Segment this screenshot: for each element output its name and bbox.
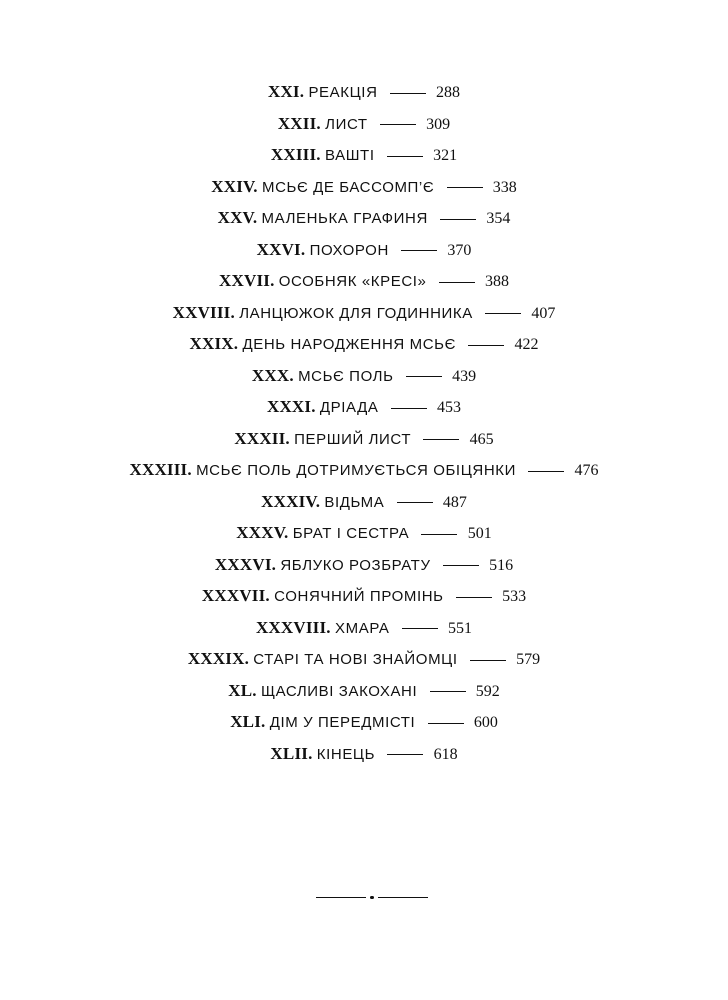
chapter-number: XLII. xyxy=(270,743,313,763)
chapter-title: МСЬЄ ДЕ БАССОМП’Є xyxy=(262,178,435,196)
page-number: 309 xyxy=(426,115,451,133)
chapter-title: ВАШТІ xyxy=(325,147,375,164)
chapter-title: СТАРІ ТА НОВІ ЗНАЙОМЦІ xyxy=(253,651,458,668)
dash-separator xyxy=(528,471,564,472)
chapter-title: МАЛЕНЬКА ГРАФИНЯ xyxy=(261,210,428,227)
page-number: 592 xyxy=(475,682,500,700)
page-number: 465 xyxy=(469,430,494,448)
page-number: 516 xyxy=(489,556,514,574)
dash-separator xyxy=(397,502,433,503)
chapter-number: XXVI. xyxy=(256,239,306,259)
chapter-title: БРАТ І СЕСТРА xyxy=(292,525,410,542)
chapter-title: ДРІАДА xyxy=(319,399,379,416)
chapter-title: ЛИСТ xyxy=(325,115,368,133)
toc-entry xyxy=(257,234,472,266)
toc-entry xyxy=(271,139,457,171)
ornament-line-right xyxy=(378,897,428,898)
chapter-number: XXXIV. xyxy=(261,491,321,511)
ornament-line-left xyxy=(316,897,366,898)
toc-entry xyxy=(252,360,476,392)
toc-entry xyxy=(236,517,491,549)
chapter-number: XXIII. xyxy=(270,145,321,164)
page-number: 476 xyxy=(574,462,599,479)
toc-entry xyxy=(218,202,511,234)
page-number: 321 xyxy=(433,147,458,164)
toc-entry xyxy=(211,171,517,203)
toc-entry xyxy=(278,108,450,140)
page-number: 487 xyxy=(442,493,467,511)
chapter-number: XXXVIII. xyxy=(255,617,331,637)
page-number: 453 xyxy=(437,399,462,416)
dash-separator xyxy=(387,156,423,157)
dash-separator xyxy=(440,219,476,220)
chapter-title: ЛАНЦЮЖОК ДЛЯ ГОДИННИКА xyxy=(239,304,473,322)
chapter-title: ОСОБНЯК «КРЕСІ» xyxy=(278,273,427,290)
dash-separator xyxy=(468,345,504,346)
chapter-title: ХМАРА xyxy=(335,619,390,637)
toc-entry xyxy=(261,486,467,518)
chapter-title: ЯБЛУКО РОЗБРАТУ xyxy=(280,556,431,574)
dash-separator xyxy=(470,660,506,661)
chapter-title: ДЕНЬ НАРОДЖЕННЯ МСЬЄ xyxy=(242,336,456,353)
dash-separator xyxy=(456,597,492,598)
chapter-number: XXVIII. xyxy=(172,302,235,322)
dash-separator xyxy=(423,439,459,440)
chapter-title: ВІДЬМА xyxy=(324,493,385,511)
table-of-contents xyxy=(0,76,728,769)
chapter-title: ПЕРШИЙ ЛИСТ xyxy=(294,430,412,448)
chapter-title: МСЬЄ ПОЛЬ ДОТРИМУЄТЬСЯ ОБІЦЯНКИ xyxy=(196,462,516,479)
toc-entry xyxy=(230,706,498,738)
dash-separator xyxy=(485,313,521,314)
chapter-number: XXI. xyxy=(267,82,305,101)
page-number: 618 xyxy=(433,745,458,763)
dash-separator xyxy=(402,628,438,629)
page-number: 501 xyxy=(467,525,492,542)
dash-separator xyxy=(439,282,475,283)
page-number: 600 xyxy=(473,714,498,731)
page-number: 370 xyxy=(447,241,472,259)
chapter-title: МСЬЄ ПОЛЬ xyxy=(298,367,394,385)
toc-entry xyxy=(270,738,457,770)
page-number: 551 xyxy=(448,619,473,637)
chapter-number: XXII. xyxy=(277,113,321,133)
page-number: 354 xyxy=(486,210,511,227)
page-number: 439 xyxy=(452,367,477,385)
toc-entry xyxy=(256,612,472,644)
dash-separator xyxy=(428,723,464,724)
toc-entry xyxy=(268,76,460,108)
page-number: 388 xyxy=(484,273,509,290)
ornament-dot xyxy=(370,896,374,900)
chapter-title: СОНЯЧНИЙ ПРОМІНЬ xyxy=(274,588,444,605)
chapter-number: XXXV. xyxy=(236,523,289,542)
toc-entry xyxy=(219,265,509,297)
chapter-number: XXIX. xyxy=(189,334,239,353)
dash-separator xyxy=(430,691,466,692)
dash-separator xyxy=(390,93,426,94)
chapter-number: XXX. xyxy=(251,365,294,385)
dash-separator xyxy=(380,124,416,125)
chapter-title: РЕАКЦІЯ xyxy=(308,84,378,101)
page-number: 422 xyxy=(514,336,539,353)
dash-separator xyxy=(406,376,442,377)
chapter-number: XXXII. xyxy=(234,428,290,448)
chapter-title: ЩАСЛИВІ ЗАКОХАНІ xyxy=(260,682,418,700)
page-number: 579 xyxy=(516,651,541,668)
page-number: 338 xyxy=(492,178,517,196)
dash-separator xyxy=(447,187,483,188)
toc-entry xyxy=(188,643,540,675)
chapter-number: XXV. xyxy=(217,208,258,227)
toc-entry xyxy=(202,580,526,612)
dash-separator xyxy=(443,565,479,566)
toc-entry xyxy=(215,549,513,581)
chapter-number: XLI. xyxy=(230,712,266,731)
chapter-number: XXXIX. xyxy=(187,649,250,668)
toc-entry xyxy=(173,297,556,329)
dash-separator xyxy=(391,408,427,409)
chapter-number: XXVII. xyxy=(219,271,275,290)
chapter-number: XXIV. xyxy=(211,176,258,196)
chapter-number: XXXI. xyxy=(266,397,316,416)
dash-separator xyxy=(421,534,457,535)
page-number: 407 xyxy=(531,304,556,322)
chapter-number: XXXIII. xyxy=(129,460,192,479)
toc-entry xyxy=(130,454,599,486)
chapter-title: КІНЕЦЬ xyxy=(316,745,376,763)
dash-separator xyxy=(387,754,423,755)
page-number: 533 xyxy=(502,588,527,605)
dash-separator xyxy=(401,250,437,251)
chapter-number: XXXVII. xyxy=(201,586,270,605)
chapter-number: XXXVI. xyxy=(214,554,277,574)
end-ornament xyxy=(316,893,428,903)
toc-entry xyxy=(234,423,493,455)
page-number: 288 xyxy=(436,84,461,101)
toc-entry xyxy=(190,328,539,360)
chapter-number: XL. xyxy=(228,680,257,700)
toc-entry xyxy=(228,675,500,707)
chapter-title: ДІМ У ПЕРЕДМІСТІ xyxy=(269,714,416,731)
toc-entry xyxy=(267,391,461,423)
chapter-title: ПОХОРОН xyxy=(309,241,389,259)
